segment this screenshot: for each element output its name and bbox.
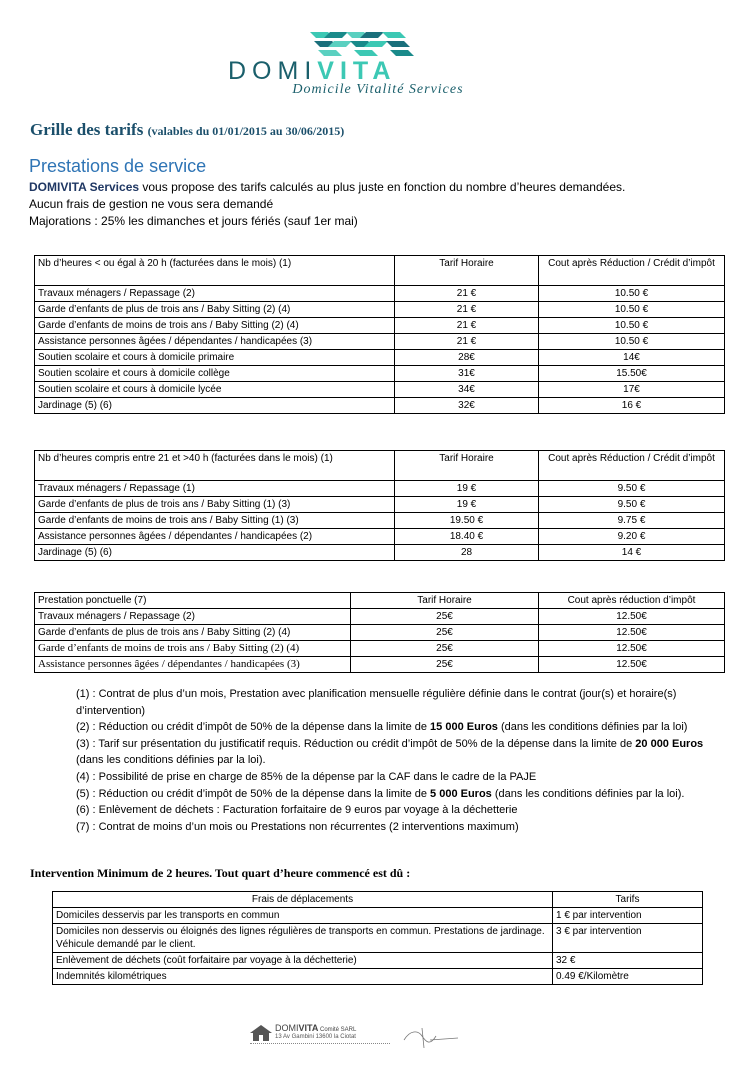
domivita-logo (228, 30, 528, 100)
hourly-rate: 32€ (395, 398, 539, 414)
net-cost: 12.50€ (539, 625, 725, 641)
stamp-vita: VITA (298, 1023, 319, 1033)
hourly-rate: 19 € (395, 481, 539, 497)
intro-line-2: Aucun frais de gestion ne vous sera demandé (29, 197, 274, 211)
stamp-name (275, 1023, 356, 1033)
table-row (35, 382, 725, 398)
hourly-rate: 19.50 € (395, 513, 539, 529)
stamp-address: 13 Av Gambini 13600 la Ciotat (275, 1034, 356, 1040)
service-name: Jardinage (5) (6) (35, 545, 395, 561)
table-row (35, 334, 725, 350)
footnote-1: (1) : Contrat de plus d’un mois, Prestation avec planification mensuelle régulière définie dans le contrat (jour(s) et horaire(s) d’intervention) (76, 688, 677, 717)
header-hourly-rate: Tarif Horaire (395, 256, 539, 286)
table-row (53, 908, 703, 924)
table-row (53, 924, 703, 953)
intro-line-3: Majorations : 25% les dimanches et jours fériés (sauf 1er mai) (29, 214, 358, 228)
service-name: Garde d’enfants de plus de trois ans / Baby Sitting (1) (3) (35, 497, 395, 513)
service-name: Garde d’enfants de plus de trois ans / Baby Sitting (2) (4) (35, 302, 395, 318)
service-name: Assistance personnes âgées / dépendantes / handicapées (2) (35, 529, 395, 545)
net-cost: 12.50€ (539, 609, 725, 625)
net-cost: 10.50 € (539, 286, 725, 302)
table-header-row (35, 451, 725, 481)
company-stamp (250, 1023, 400, 1051)
hourly-rate: 34€ (395, 382, 539, 398)
intro-line-1 (29, 180, 625, 194)
service-name: Soutien scolaire et cours à domicile primaire (35, 350, 395, 366)
footnote-5-tail: (dans les conditions définies par la loi). (491, 787, 685, 800)
service-name: Soutien scolaire et cours à domicile collège (35, 366, 395, 382)
net-cost: 12.50€ (539, 657, 725, 673)
footnote-7: (7) : Contrat de moins d’un mois ou Prestations non récurrentes (2 interventions maximum) (76, 820, 519, 833)
fee-rate: 0.49 €/Kilomètre (553, 969, 703, 985)
table-row (35, 513, 725, 529)
fee-description: Domiciles desservis par les transports en commun (53, 908, 553, 924)
table-row (35, 609, 725, 625)
table-row (35, 497, 725, 513)
footnote-2-tail: (dans les conditions définies par la loi) (497, 721, 688, 734)
net-cost: 10.50 € (539, 302, 725, 318)
net-cost: 16 € (539, 398, 725, 414)
footnote-3-limit: 20 000 Euros (635, 737, 704, 750)
net-cost: 17€ (539, 382, 725, 398)
footnotes (76, 686, 726, 835)
table-row (53, 953, 703, 969)
header-hourly-rate: Tarif Horaire (395, 451, 539, 481)
net-cost: 14€ (539, 350, 725, 366)
header-cost-after-reduction: Cout après réduction d’impôt (539, 593, 725, 609)
table-row (53, 969, 703, 985)
net-cost: 9.75 € (539, 513, 725, 529)
fee-rate: 3 € par intervention (553, 924, 703, 953)
footnote-3 (76, 736, 726, 769)
service-name: Garde d’enfants de moins de trois ans / Baby Sitting (2) (4) (35, 641, 351, 657)
service-name: Soutien scolaire et cours à domicile lycée (35, 382, 395, 398)
hourly-rate: 31€ (395, 366, 539, 382)
service-name: Jardinage (5) (6) (35, 398, 395, 414)
fee-description: Enlèvement de déchets (coût forfaitaire par voyage à la déchetterie) (53, 953, 553, 969)
stamp-fine-print (250, 1043, 390, 1047)
net-cost: 14 € (539, 545, 725, 561)
table-row (35, 481, 725, 497)
header-hours: Nb d’heures < ou égal à 20 h (facturées dans le mois) (1) (35, 256, 395, 286)
service-name: Garde d’enfants de plus de trois ans / Baby Sitting (2) (4) (35, 625, 351, 641)
hourly-rate: 28€ (395, 350, 539, 366)
net-cost: 12.50€ (539, 641, 725, 657)
table-header-row (35, 593, 725, 609)
hourly-rate: 28 (395, 545, 539, 561)
net-cost: 9.50 € (539, 481, 725, 497)
header-cost-after-reduction: Cout après Réduction / Crédit d’impôt (539, 256, 725, 286)
footnote-2-limit: 15 000 Euros (430, 721, 498, 734)
tariff-table-one-off (34, 592, 725, 673)
minimum-intervention-note: Intervention Minimum de 2 heures. Tout quart d’heure commencé est dû : (30, 866, 411, 880)
service-name: Garde d’enfants de moins de trois ans / Baby Sitting (2) (4) (35, 318, 395, 334)
footnote-3-text: (3) : Tarif sur présentation du justificatif requis. Réduction ou crédit d’impôt de 50% de la dépense dans la limite de (76, 737, 636, 750)
header-service: Prestation ponctuelle (7) (35, 593, 351, 609)
hourly-rate: 25€ (351, 641, 539, 657)
footnote-2-text: (2) : Réduction ou crédit d’impôt de 50% de la dépense dans la limite de (76, 721, 431, 734)
net-cost: 9.20 € (539, 529, 725, 545)
header-hours: Nb d’heures compris entre 21 et >40 h (facturées dans le mois) (1) (35, 451, 395, 481)
header-travel-fees: Frais de déplacements (53, 892, 553, 908)
stamp-company-type: Comité SARL (318, 1027, 357, 1033)
table-header-row (53, 892, 703, 908)
service-name: Garde d’enfants de moins de trois ans / Baby Sitting (1) (3) (35, 513, 395, 529)
footnote-6: (6) : Enlèvement de déchets : Facturation forfaitaire de 9 euros par voyage à la déchetterie (76, 804, 518, 817)
travel-fees-table (52, 891, 703, 985)
table-row (35, 286, 725, 302)
table-row (35, 625, 725, 641)
service-name: Assistance personnes âgées / dépendantes / handicapées (3) (35, 334, 395, 350)
logo-word-vita: VITA (317, 57, 397, 85)
house-icon (250, 1025, 272, 1041)
footnote-5-limit: 5 000 Euros (430, 787, 492, 800)
page-title (30, 120, 344, 140)
table-row (35, 641, 725, 657)
hourly-rate: 19 € (395, 497, 539, 513)
fee-description: Domiciles non desservis ou éloignés des lignes régulières de transports en commun. Prestations de jardinage. Véhicule demandé par le client. (53, 924, 553, 953)
net-cost: 10.50 € (539, 318, 725, 334)
table-row (35, 366, 725, 382)
table-row (35, 545, 725, 561)
net-cost: 10.50 € (539, 334, 725, 350)
hourly-rate: 25€ (351, 609, 539, 625)
logo-word-domi: DOMI (228, 57, 318, 85)
footnote-5-text: (5) : Réduction ou crédit d’impôt de 50% de la dépense dans la limite de (76, 787, 431, 800)
service-name: Assistance personnes âgées / dépendantes / handicapées (3) (35, 657, 351, 673)
hourly-rate: 18.40 € (395, 529, 539, 545)
hourly-rate: 21 € (395, 286, 539, 302)
fee-description: Indemnités kilométriques (53, 969, 553, 985)
service-name: Travaux ménagers / Repassage (2) (35, 609, 351, 625)
signature-icon (400, 1026, 460, 1050)
section-title: Prestations de service (29, 156, 207, 176)
tariff-table-21-to-40h (34, 450, 725, 561)
net-cost: 9.50 € (539, 497, 725, 513)
fee-rate: 32 € (553, 953, 703, 969)
hourly-rate: 25€ (351, 657, 539, 673)
table-row (35, 350, 725, 366)
table-row (35, 302, 725, 318)
table-row (35, 657, 725, 673)
hourly-rate: 21 € (395, 302, 539, 318)
table-row (35, 318, 725, 334)
header-hourly-rate: Tarif Horaire (351, 593, 539, 609)
fee-rate: 1 € par intervention (553, 908, 703, 924)
hourly-rate: 21 € (395, 334, 539, 350)
hourly-rate: 25€ (351, 625, 539, 641)
table-header-row (35, 256, 725, 286)
net-cost: 15.50€ (539, 366, 725, 382)
tariff-table-up-to-20h (34, 255, 725, 414)
service-name: Travaux ménagers / Repassage (1) (35, 481, 395, 497)
validity-period: (valables du 01/01/2015 au 30/06/2015) (147, 124, 345, 138)
header-cost-after-reduction: Cout après Réduction / Crédit d’impôt (539, 451, 725, 481)
footnote-3-tail: (dans les conditions définies par la loi). (76, 754, 266, 767)
intro-line-1-text: vous propose des tarifs calculés au plus juste en fonction du nombre d’heures demandées. (139, 180, 626, 194)
footnote-5 (76, 786, 726, 803)
hourly-rate: 21 € (395, 318, 539, 334)
table-row (35, 529, 725, 545)
footnote-2 (76, 719, 726, 736)
logo-chevrons-icon (310, 30, 420, 58)
service-name: Travaux ménagers / Repassage (2) (35, 286, 395, 302)
table-row (35, 398, 725, 414)
page-title-text: Grille des tarifs (30, 120, 144, 139)
footnote-4: (4) : Possibilité de prise en charge de 85% de la dépense par la CAF dans le cadre de la PAJE (76, 770, 537, 783)
intro-brand: DOMIVITA Services (29, 180, 140, 194)
header-rates: Tarifs (553, 892, 703, 908)
logo-tagline: Domicile Vitalité Services (292, 82, 464, 97)
stamp-domi: DOMI (275, 1023, 299, 1033)
